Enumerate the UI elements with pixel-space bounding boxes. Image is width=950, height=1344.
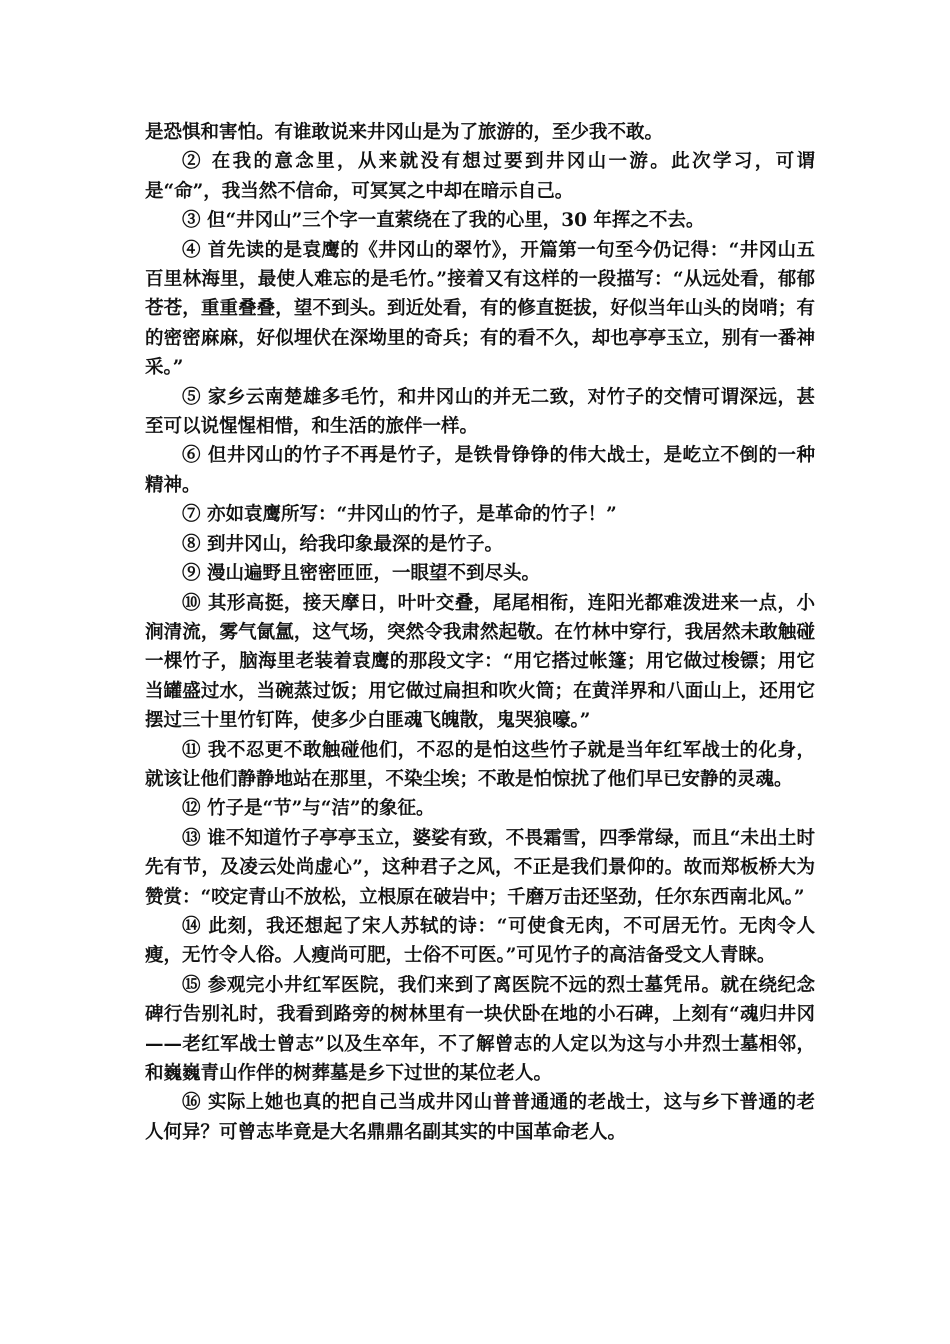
paragraph-2: ② 在我的意念里，从来就没有想过要到井冈山一游。此次学习，可谓是“命”，我当然不信命，可冥冥之中却在暗示自己。 (145, 151, 815, 202)
paragraph-16: ⑯ 实际上她也真的把自己当成井冈山普普通通的老战士，这与乡下普通的老人何异？可曾志毕竟是大名鼎鼎名副其实的中国革命老人。 (145, 1092, 815, 1143)
document-page (145, 118, 815, 1147)
paragraph-9: ⑨ 漫山遍野且密密匝匝，一眼望不到尽头。 (182, 563, 540, 585)
paragraph-7: ⑦ 亦如袁鹰所写：“井冈山的竹子，是革命的竹子！” (182, 504, 617, 526)
paragraph-12: ⑫ 竹子是“节”与“洁”的象征。 (182, 798, 435, 820)
paragraph-11: ⑪ 我不忍更不敢触碰他们，不忍的是怕这些竹子就是当年红军战士的化身，就该让他们静静地站在那里，不染尘埃；不敢是怕惊扰了他们早已安静的灵魂。 (145, 739, 815, 790)
paragraph-1: 是恐惧和害怕。有谁敢说来井冈山是为了旅游的，至少我不敢。 (145, 122, 664, 143)
paragraph-6: ⑥ 但井冈山的竹子不再是竹子，是铁骨铮铮的伟大战士，是屹立不倒的一种精神。 (145, 445, 815, 496)
paragraph-13: ⑬ 谁不知道竹子亭亭玉立，婆娑有致，不畏霜雪，四季常绿，而且“未出土时先有节，及凌云处尚虚心”，这种君子之风，不正是我们景仰的。故而郑板桥大为赞赏：“咬定青山不放松，立根原在破岩中；千磨万击还坚劲，任尔东西南北风。” (145, 827, 815, 908)
paragraph-4: ④ 首先读的是袁鹰的《井冈山的翠竹》，开篇第一句至今仍记得：“井冈山五百里林海里，最使人难忘的是毛竹。”接着又有这样的一段描写：“从远处看，郁郁苍苍，重重叠叠，望不到头。到近处看，有的修直挺拔，好似当年山头的岗哨；有的密密麻麻，好似埋伏在深坳里的奇兵；有的看不久，却也亭亭玉立，别有一番神采。” (145, 239, 815, 379)
paragraph-5: ⑤ 家乡云南楚雄多毛竹，和井冈山的并无二致，对竹子的交情可谓深远，甚至可以说惺惺相惜，和生活的旅伴一样。 (145, 386, 815, 438)
paragraph-15: ⑮ 参观完小井红军医院，我们来到了离医院不远的烈士墓凭吊。就在绕纪念碑行告别礼时，我看到路旁的树林里有一块伏卧在地的小石碑，上刻有“魂归井冈——老红军战士曾志”以及生卒年，不了解曾志的人定以为这与小井烈士墓相邻，和巍巍青山作伴的树葬墓是乡下过世的某位老人。 (145, 974, 815, 1084)
paragraph-10: ⑩ 其形高挺，接天摩日，叶叶交叠，尾尾相衔，连阳光都难泼进来一点，小涧清流，雾气氤氲，这气场，突然令我肃然起敬。在竹林中穿行，我居然未敢触碰一棵竹子，脑海里老装着袁鹰的那段文字：“用它搭过帐篷；用它做过梭镖；用它当罐盛过水，当碗蒸过饭；用它做过扁担和吹火筒；在黄洋界和八面山上，还用它摆过三十里竹钉阵，使多少白匪魂飞魄散，鬼哭狼嚎。” (145, 592, 815, 732)
paragraph-8: ⑧ 到井冈山，给我印象最深的是竹子。 (182, 533, 503, 555)
paragraph-3: ③ 但“井冈山”三个字一直萦绕在了我的心里，30 年挥之不去。 (182, 210, 705, 232)
paragraph-14: ⑭ 此刻，我还想起了宋人苏轼的诗：“可使食无肉，不可居无竹。无肉令人瘦，无竹令人俗。人瘦尚可肥，士俗不可医。”可见竹子的高洁备受文人青睐。 (145, 915, 815, 967)
